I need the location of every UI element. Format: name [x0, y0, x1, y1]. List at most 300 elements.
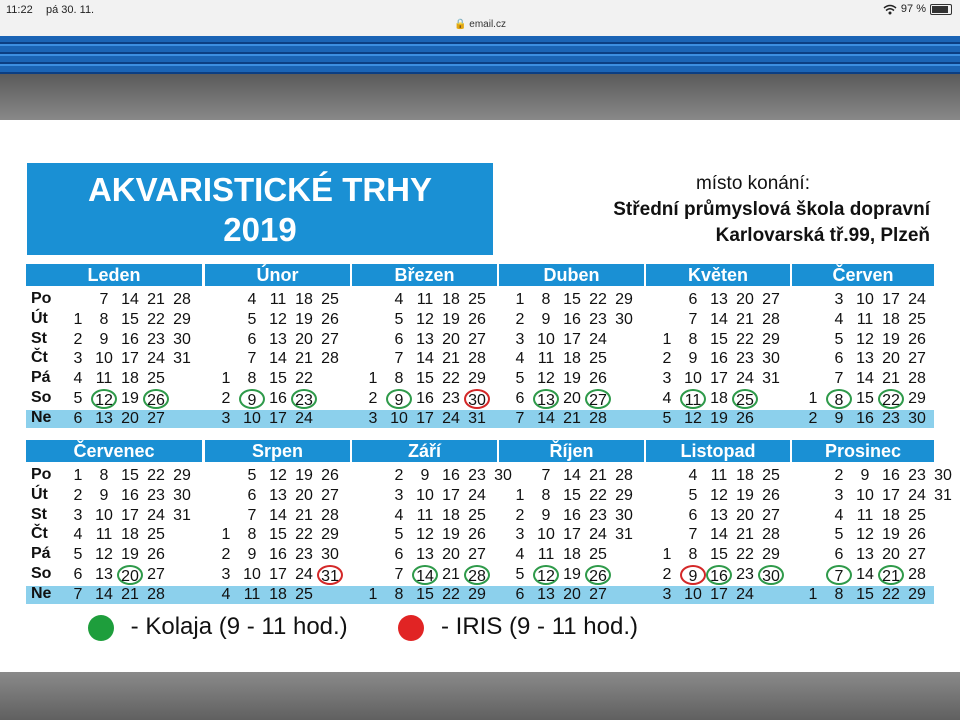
day-cell: 17	[563, 526, 581, 544]
day-cell: 15	[856, 585, 874, 603]
day-cell: 2	[221, 546, 231, 564]
day-cell: 16	[416, 390, 434, 407]
day-cell: 7	[247, 350, 257, 368]
day-label-po: Po	[31, 290, 52, 307]
day-label-so: So	[31, 565, 52, 582]
day-cell: 17	[882, 486, 900, 504]
day-cell: 2	[221, 390, 231, 407]
marked-day: 12	[91, 389, 117, 409]
day-cell: 1	[808, 390, 818, 407]
marked-day: 22	[878, 389, 904, 409]
day-label-pá: Pá	[31, 369, 51, 387]
day-cell: 10	[856, 291, 874, 308]
day-cell: 6	[73, 409, 83, 427]
day-cell: 22	[736, 330, 754, 348]
day-cell: 2	[73, 330, 83, 348]
month-header: Květen	[646, 264, 790, 286]
day-cell: 17	[882, 291, 900, 308]
month-header: Srpen	[205, 440, 350, 462]
day-cell: 2	[515, 506, 525, 524]
day-cell: 12	[856, 330, 874, 348]
day-cell: 4	[394, 291, 404, 308]
day-cell: 17	[121, 350, 139, 368]
day-cell: 8	[541, 291, 551, 308]
day-cell: 12	[269, 310, 287, 328]
day-cell: 13	[856, 546, 874, 564]
day-cell: 3	[73, 350, 83, 368]
day-cell: 6	[515, 585, 525, 603]
day-cell: 10	[856, 486, 874, 504]
day-cell: 8	[394, 370, 404, 388]
day-cell: 1	[221, 526, 231, 544]
day-cell: 3	[515, 526, 525, 544]
day-label-ne: Ne	[31, 408, 52, 426]
day-cell: 29	[762, 330, 780, 348]
day-cell: 4	[73, 370, 83, 388]
day-cell: 11	[416, 291, 434, 308]
day-cell: 2	[73, 486, 83, 504]
day-cell: 24	[442, 409, 460, 427]
marked-day: 26	[143, 389, 169, 409]
day-cell: 1	[515, 291, 525, 308]
venue-school: Střední průmyslová škola dopravní	[613, 199, 930, 220]
day-cell: 10	[243, 409, 261, 427]
day-cell: 17	[563, 330, 581, 348]
marked-day: 28	[464, 565, 490, 585]
title-year: 2019	[223, 211, 297, 248]
day-cell: 7	[73, 585, 83, 603]
day-cell: 5	[394, 310, 404, 328]
day-cell: 21	[736, 526, 754, 544]
day-cell: 10	[416, 486, 434, 504]
day-cell: 13	[269, 486, 287, 504]
day-cell: 4	[515, 350, 525, 368]
day-cell: 22	[736, 546, 754, 564]
day-cell: 23	[468, 467, 486, 484]
venue-block	[520, 173, 930, 247]
day-cell: 9	[99, 330, 109, 348]
venue-address: Karlovarská tř.99, Plzeň	[715, 225, 930, 246]
day-cell: 20	[121, 409, 139, 427]
day-cell: 20	[295, 330, 313, 348]
day-cell: 23	[736, 566, 754, 583]
day-cell: 18	[882, 506, 900, 524]
day-cell: 8	[99, 310, 109, 328]
day-cell: 29	[468, 585, 486, 603]
month-header: Září	[352, 440, 497, 462]
day-cell: 4	[73, 526, 83, 544]
day-label-čt: Čt	[31, 349, 48, 367]
day-cell: 4	[688, 467, 698, 484]
day-cell: 21	[442, 566, 460, 583]
day-cell: 22	[295, 526, 313, 544]
day-cell: 30	[934, 467, 952, 484]
day-cell: 9	[541, 310, 551, 328]
day-cell: 3	[662, 370, 672, 388]
day-cell: 20	[563, 390, 581, 407]
venue-label: místo konání:	[695, 173, 810, 194]
day-cell: 16	[710, 350, 728, 368]
day-cell: 21	[882, 370, 900, 388]
day-cell: 2	[662, 566, 672, 583]
day-cell: 26	[762, 486, 780, 504]
day-cell: 5	[247, 467, 257, 484]
day-cell: 9	[247, 546, 257, 564]
month-header: Listopad	[646, 440, 790, 462]
day-cell: 29	[908, 390, 926, 407]
day-cell: 28	[615, 467, 633, 484]
day-label-po: Po	[31, 466, 52, 483]
day-cell: 3	[834, 486, 844, 504]
day-cell: 12	[269, 467, 287, 484]
day-cell: 23	[882, 409, 900, 427]
day-cell: 11	[416, 506, 434, 524]
day-cell: 24	[295, 566, 313, 583]
day-cell: 23	[147, 486, 165, 504]
day-cell: 7	[688, 526, 698, 544]
day-cell: 18	[563, 350, 581, 368]
day-cell: 14	[416, 350, 434, 368]
wifi-icon	[883, 4, 897, 15]
day-cell: 18	[269, 585, 287, 603]
day-cell: 29	[615, 291, 633, 308]
day-label-út: Út	[31, 309, 48, 327]
day-cell: 27	[147, 409, 165, 427]
lock-icon: 🔒	[454, 19, 467, 30]
day-cell: 11	[856, 506, 874, 524]
day-cell: 16	[121, 486, 139, 504]
day-cell: 5	[515, 566, 525, 583]
marked-day: 7	[826, 565, 852, 585]
day-cell: 11	[95, 370, 113, 388]
day-cell: 2	[368, 390, 378, 407]
day-cell: 23	[736, 350, 754, 368]
day-cell: 19	[295, 467, 313, 484]
red-dot-icon	[398, 615, 424, 641]
day-cell: 23	[589, 506, 607, 524]
day-cell: 26	[468, 310, 486, 328]
day-cell: 8	[247, 526, 257, 544]
day-cell: 14	[95, 585, 113, 603]
day-cell: 3	[221, 566, 231, 583]
day-cell: 16	[856, 409, 874, 427]
day-cell: 2	[662, 350, 672, 368]
day-label-st: St	[31, 329, 47, 347]
title-banner	[27, 163, 493, 255]
marked-day: 25	[732, 389, 758, 409]
day-cell: 18	[442, 291, 460, 308]
day-cell: 14	[563, 467, 581, 484]
day-cell: 19	[121, 546, 139, 564]
day-cell: 23	[147, 330, 165, 348]
title-line1: AKVARISTICKÉ TRHY	[87, 171, 433, 208]
day-cell: 10	[537, 526, 555, 544]
day-cell: 7	[394, 566, 404, 583]
marked-day: 31	[317, 565, 343, 585]
day-cell: 29	[173, 310, 191, 328]
day-cell: 20	[442, 546, 460, 564]
day-cell: 6	[688, 506, 698, 524]
day-cell: 17	[121, 506, 139, 524]
day-cell: 22	[589, 291, 607, 308]
day-cell: 31	[934, 486, 952, 504]
url-text: email.cz	[469, 19, 506, 30]
day-cell: 12	[684, 409, 702, 427]
day-cell: 27	[589, 585, 607, 603]
month-header: Prosinec	[792, 440, 934, 462]
day-cell: 18	[736, 467, 754, 484]
day-cell: 27	[762, 506, 780, 524]
status-right	[883, 3, 952, 15]
day-cell: 10	[684, 585, 702, 603]
day-cell: 24	[589, 330, 607, 348]
day-cell: 12	[537, 370, 555, 388]
month-header: Červen	[792, 264, 934, 286]
day-cell: 5	[394, 526, 404, 544]
day-cell: 1	[221, 370, 231, 388]
status-time: 11:22	[6, 4, 33, 16]
day-cell: 5	[247, 310, 257, 328]
day-cell: 22	[147, 467, 165, 484]
day-cell: 29	[762, 546, 780, 564]
day-cell: 24	[908, 291, 926, 308]
day-cell: 15	[563, 291, 581, 308]
day-cell: 16	[563, 506, 581, 524]
day-cell: 20	[882, 350, 900, 368]
day-cell: 9	[420, 467, 430, 484]
day-cell: 21	[736, 310, 754, 328]
day-cell: 8	[99, 467, 109, 484]
day-cell: 26	[908, 526, 926, 544]
day-cell: 16	[563, 310, 581, 328]
marked-day: 14	[412, 565, 438, 585]
day-cell: 17	[710, 585, 728, 603]
bottom-shadow	[0, 672, 960, 720]
address-bar[interactable]	[0, 19, 960, 30]
day-cell: 23	[295, 546, 313, 564]
day-cell: 27	[321, 486, 339, 504]
day-cell: 29	[615, 486, 633, 504]
day-cell: 7	[834, 370, 844, 388]
day-cell: 29	[321, 526, 339, 544]
day-cell: 5	[515, 370, 525, 388]
day-cell: 26	[321, 310, 339, 328]
day-cell: 12	[416, 526, 434, 544]
day-cell: 26	[736, 409, 754, 427]
day-cell: 6	[394, 546, 404, 564]
day-cell: 30	[908, 409, 926, 427]
day-cell: 7	[688, 310, 698, 328]
day-cell: 14	[856, 566, 874, 583]
day-cell: 17	[269, 566, 287, 583]
day-cell: 11	[537, 350, 555, 368]
day-cell: 1	[662, 330, 672, 348]
day-cell: 11	[269, 291, 287, 308]
day-cell: 15	[121, 467, 139, 484]
marked-day: 11	[680, 389, 706, 409]
day-cell: 24	[736, 370, 754, 388]
day-cell: 16	[269, 546, 287, 564]
day-cell: 30	[762, 350, 780, 368]
day-cell: 25	[908, 506, 926, 524]
day-cell: 25	[468, 291, 486, 308]
day-cell: 6	[247, 486, 257, 504]
day-label-so: So	[31, 389, 52, 406]
day-cell: 11	[243, 585, 261, 603]
day-cell: 1	[515, 486, 525, 504]
day-cell: 27	[908, 350, 926, 368]
day-cell: 1	[662, 546, 672, 564]
day-cell: 17	[416, 409, 434, 427]
day-cell: 2	[834, 467, 844, 484]
day-cell: 1	[368, 585, 378, 603]
day-cell: 8	[834, 585, 844, 603]
day-cell: 20	[882, 546, 900, 564]
day-cell: 9	[99, 486, 109, 504]
day-cell: 18	[563, 546, 581, 564]
day-cell: 27	[468, 546, 486, 564]
app-header-bar	[0, 36, 960, 74]
day-cell: 24	[295, 409, 313, 427]
day-cell: 25	[589, 546, 607, 564]
marked-day: 26	[585, 565, 611, 585]
marked-day: 12	[533, 565, 559, 585]
day-cell: 22	[882, 585, 900, 603]
day-cell: 8	[688, 546, 698, 564]
day-cell: 20	[295, 486, 313, 504]
top-shadow	[0, 74, 960, 120]
day-cell: 23	[442, 390, 460, 407]
day-cell: 13	[95, 409, 113, 427]
day-label-út: Út	[31, 485, 48, 503]
day-cell: 24	[468, 486, 486, 504]
day-cell: 13	[416, 546, 434, 564]
day-cell: 4	[834, 506, 844, 524]
day-cell: 8	[688, 330, 698, 348]
day-cell: 6	[394, 330, 404, 348]
day-label-čt: Čt	[31, 525, 48, 543]
day-cell: 28	[321, 506, 339, 524]
day-cell: 28	[468, 350, 486, 368]
day-cell: 4	[247, 291, 257, 308]
status-date: pá 30. 11.	[46, 4, 95, 16]
marked-day: 8	[826, 389, 852, 409]
day-cell: 19	[563, 566, 581, 583]
day-cell: 11	[710, 467, 728, 484]
day-cell: 13	[537, 585, 555, 603]
day-cell: 19	[442, 310, 460, 328]
day-cell: 15	[121, 310, 139, 328]
day-cell: 31	[615, 526, 633, 544]
day-cell: 28	[762, 526, 780, 544]
day-cell: 7	[394, 350, 404, 368]
day-cell: 4	[662, 390, 672, 407]
day-cell: 15	[269, 526, 287, 544]
battery-icon	[930, 4, 952, 15]
day-cell: 23	[908, 467, 926, 484]
day-cell: 31	[468, 409, 486, 427]
day-cell: 14	[856, 370, 874, 388]
day-cell: 29	[908, 585, 926, 603]
day-cell: 30	[615, 506, 633, 524]
day-cell: 30	[173, 330, 191, 348]
day-cell: 30	[615, 310, 633, 328]
day-cell: 18	[710, 390, 728, 407]
day-cell: 3	[73, 506, 83, 524]
day-cell: 17	[710, 370, 728, 388]
day-cell: 22	[442, 370, 460, 388]
day-cell: 12	[416, 310, 434, 328]
day-cell: 26	[321, 467, 339, 484]
month-header: Únor	[205, 264, 350, 286]
day-cell: 9	[688, 350, 698, 368]
day-cell: 5	[73, 390, 83, 407]
day-cell: 6	[73, 566, 83, 583]
day-cell: 22	[589, 486, 607, 504]
day-cell: 11	[537, 546, 555, 564]
day-cell: 22	[147, 310, 165, 328]
day-cell: 11	[856, 310, 874, 328]
day-cell: 25	[321, 291, 339, 308]
day-cell: 2	[808, 409, 818, 427]
day-cell: 10	[243, 566, 261, 583]
day-cell: 16	[269, 390, 287, 407]
day-cell: 28	[321, 350, 339, 368]
day-cell: 13	[416, 330, 434, 348]
green-dot-icon	[88, 615, 114, 641]
day-cell: 16	[442, 467, 460, 484]
marked-day: 20	[117, 565, 143, 585]
day-cell: 16	[121, 330, 139, 348]
day-cell: 19	[442, 526, 460, 544]
day-cell: 5	[834, 526, 844, 544]
day-cell: 18	[121, 526, 139, 544]
day-cell: 30	[494, 467, 512, 484]
day-cell: 8	[541, 486, 551, 504]
month-header: Březen	[352, 264, 497, 286]
day-cell: 10	[95, 350, 113, 368]
day-cell: 19	[121, 390, 139, 407]
day-cell: 25	[147, 370, 165, 388]
day-cell: 12	[710, 486, 728, 504]
day-cell: 15	[563, 486, 581, 504]
day-cell: 25	[589, 350, 607, 368]
day-cell: 17	[269, 409, 287, 427]
marked-day: 30	[464, 389, 490, 409]
legend	[88, 613, 638, 641]
day-cell: 10	[537, 330, 555, 348]
day-cell: 3	[221, 409, 231, 427]
day-cell: 6	[834, 546, 844, 564]
month-header: Červenec	[26, 440, 202, 462]
day-cell: 15	[710, 330, 728, 348]
day-label-ne: Ne	[31, 584, 52, 602]
day-cell: 20	[563, 585, 581, 603]
day-cell: 19	[563, 370, 581, 388]
day-cell: 6	[834, 350, 844, 368]
day-cell: 6	[247, 330, 257, 348]
marked-day: 16	[706, 565, 732, 585]
day-cell: 12	[95, 546, 113, 564]
day-cell: 21	[121, 585, 139, 603]
day-cell: 8	[247, 370, 257, 388]
day-cell: 7	[541, 467, 551, 484]
day-cell: 15	[416, 370, 434, 388]
day-cell: 14	[269, 506, 287, 524]
day-cell: 5	[662, 409, 672, 427]
day-cell: 17	[442, 486, 460, 504]
day-cell: 18	[442, 506, 460, 524]
